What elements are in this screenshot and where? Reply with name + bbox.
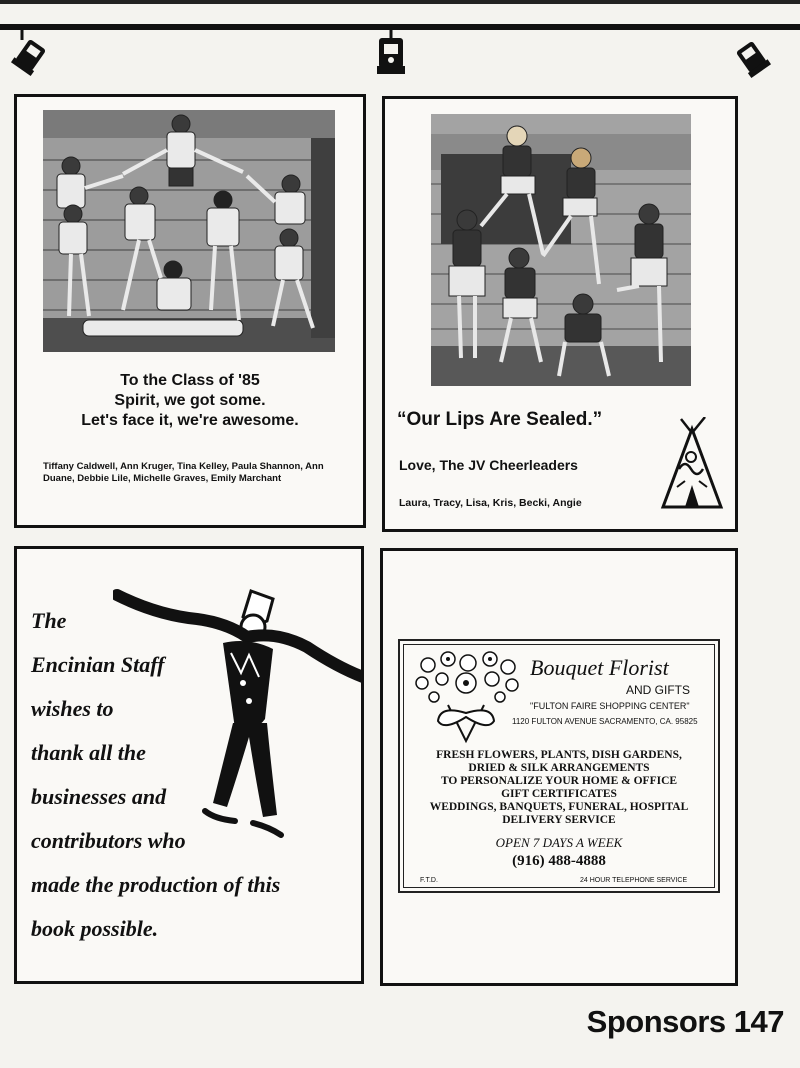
florist-name: Bouquet Florist (530, 655, 669, 680)
page-number: 147 (733, 1004, 784, 1039)
store-hours: OPEN 7 DAYS A WEEK (495, 835, 623, 850)
caption-line-1: To the Class of '85 (120, 372, 260, 389)
section-title: Sponsors (586, 1004, 726, 1039)
thanks-line-8: book possible. (31, 916, 159, 941)
spotlight-right-icon (730, 32, 774, 80)
jv-cheer-names: Laura, Tracy, Lisa, Kris, Becki, Angie (399, 497, 582, 509)
service-line-3: TO PERSONALIZE YOUR HOME & OFFICE (440, 775, 678, 787)
service-line-4: GIFT CERTIFICATES (501, 788, 617, 800)
jv-cheer-photo (431, 114, 691, 386)
and-gifts-label: AND GIFTS (626, 683, 691, 697)
service-line-1: FRESH FLOWERS, PLANTS, DISH GARDENS, (436, 749, 682, 761)
thanks-line-6: contributors who (31, 828, 186, 853)
thanks-line-4: thank all the (31, 740, 146, 765)
varsity-cheer-names: Tiffany Caldwell, Ann Kruger, Tina Kelley, Paula Shannon, Ann Duane, Debbie Lile, Michelle Graves, Emily Marchant (43, 461, 324, 484)
spotlight-left-icon (10, 30, 52, 78)
caption-line-2: Spirit, we got some. (114, 392, 266, 409)
jv-signoff: Love, The JV Cheerleaders (399, 457, 578, 473)
jv-slogan: “Our Lips Are Sealed.” (397, 409, 603, 430)
ftd-label: F.T.D. (420, 877, 438, 884)
thanks-line-7: made the production of this (31, 872, 281, 897)
thanks-line-5: businesses and (31, 784, 167, 809)
thanks-line-1: The (31, 608, 67, 633)
teepee-icon (659, 417, 725, 513)
caption-line-3: Let's face it, we're awesome. (81, 412, 299, 429)
telephone-service-label: 24 HOUR TELEPHONE SERVICE (580, 877, 688, 884)
florist-phone: (916) 488-4888 (512, 853, 606, 869)
spotlight-center-icon (374, 24, 408, 80)
class-of-85-ad (14, 94, 366, 528)
top-edge-strip (0, 0, 800, 4)
service-line-6: DELIVERY SERVICE (502, 814, 616, 826)
varsity-cheer-photo (43, 110, 335, 352)
page-footer (587, 1004, 784, 1040)
thanks-line-3: wishes to (31, 696, 114, 721)
bouquet-icon (408, 649, 526, 745)
class-of-85-caption (27, 371, 353, 431)
bouquet-florist-ad (380, 548, 738, 986)
jester-illustration (113, 583, 363, 863)
encinian-staff-thanks (14, 546, 364, 984)
florist-business-card (398, 639, 720, 893)
service-line-2: DRIED & SILK ARRANGEMENTS (468, 762, 650, 774)
jv-cheerleaders-ad (382, 96, 738, 532)
service-line-5: WEDDINGS, BANQUETS, FUNERAL, HOSPITAL (429, 801, 689, 813)
florist-address: 1120 FULTON AVENUE SACRAMENTO, CA. 95825 (512, 717, 698, 726)
thanks-line-2: Encinian Staff (31, 652, 165, 677)
shopping-center: "FULTON FAIRE SHOPPING CENTER" (530, 701, 690, 711)
